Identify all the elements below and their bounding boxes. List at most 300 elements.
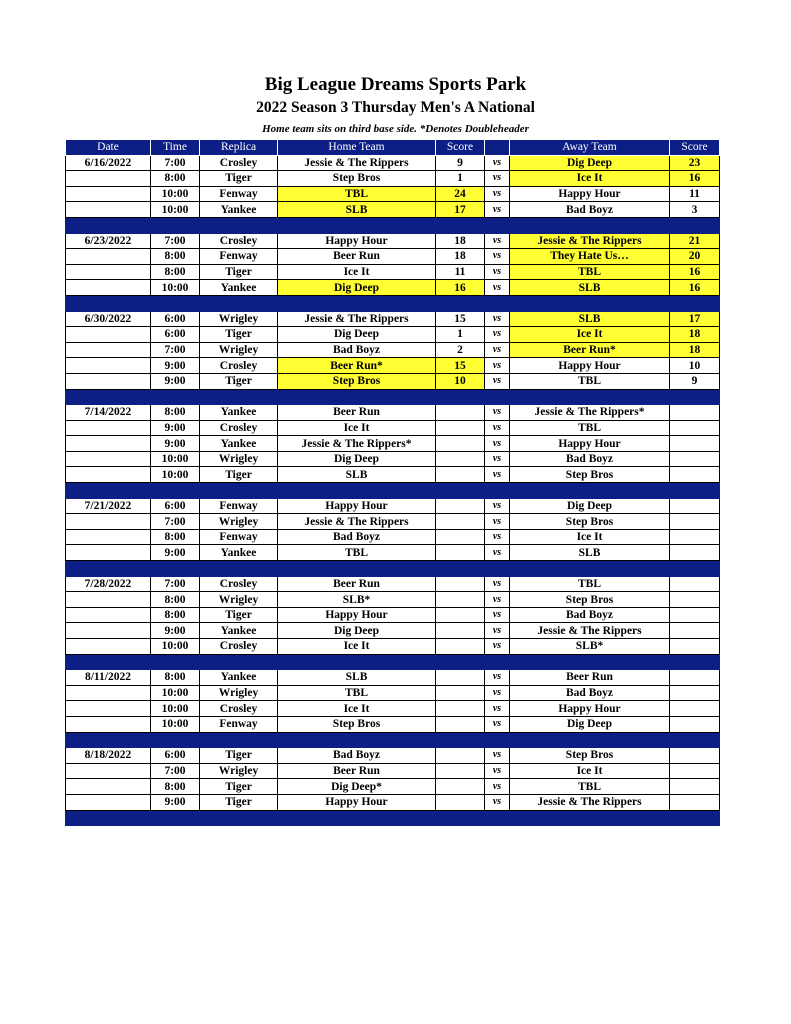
home-score-cell: 10 xyxy=(436,373,485,389)
separator-cell xyxy=(66,561,151,577)
away-team-cell: TBL xyxy=(510,420,670,436)
away-score-cell: 11 xyxy=(670,186,720,202)
date-cell xyxy=(66,358,151,374)
away-team-cell: Jessie & The Rippers xyxy=(510,233,670,249)
vs-cell: vs xyxy=(485,420,510,436)
separator-cell xyxy=(510,561,670,577)
home-team-cell: Happy Hour xyxy=(278,498,436,514)
separator-cell xyxy=(485,561,510,577)
home-score-cell: 2 xyxy=(436,342,485,358)
away-team-cell: Ice It xyxy=(510,171,670,187)
away-score-cell xyxy=(670,576,720,592)
away-team-cell: SLB xyxy=(510,311,670,327)
home-score-cell: 15 xyxy=(436,311,485,327)
date-cell xyxy=(66,171,151,187)
vs-cell: vs xyxy=(485,685,510,701)
col-home-score: Score xyxy=(436,140,485,156)
date-cell xyxy=(66,451,151,467)
table-row xyxy=(66,794,720,810)
separator-cell xyxy=(670,483,720,499)
separator-cell xyxy=(510,217,670,233)
away-team-cell: Dig Deep xyxy=(510,155,670,171)
home-team-cell: Happy Hour xyxy=(278,794,436,810)
replica-cell: Tiger xyxy=(200,794,278,810)
away-team-cell: Step Bros xyxy=(510,467,670,483)
vs-cell: vs xyxy=(485,607,510,623)
date-cell xyxy=(66,280,151,296)
table-row xyxy=(66,685,720,701)
table-row xyxy=(66,623,720,639)
time-cell: 8:00 xyxy=(151,592,200,608)
separator-cell xyxy=(670,561,720,577)
home-team-cell: Dig Deep* xyxy=(278,779,436,795)
table-row xyxy=(66,670,720,686)
home-team-cell: TBL xyxy=(278,545,436,561)
away-team-cell: Happy Hour xyxy=(510,701,670,717)
home-score-cell xyxy=(436,451,485,467)
away-team-cell: Beer Run* xyxy=(510,342,670,358)
week-separator xyxy=(66,732,720,748)
time-cell: 7:00 xyxy=(151,514,200,530)
home-team-cell: Bad Boyz xyxy=(278,748,436,764)
replica-cell: Wrigley xyxy=(200,311,278,327)
vs-cell: vs xyxy=(485,529,510,545)
away-score-cell xyxy=(670,451,720,467)
vs-cell: vs xyxy=(485,155,510,171)
home-team-cell: Jessie & The Rippers xyxy=(278,155,436,171)
table-row xyxy=(66,545,720,561)
time-cell: 9:00 xyxy=(151,436,200,452)
away-team-cell: Beer Run xyxy=(510,670,670,686)
separator-cell xyxy=(200,654,278,670)
table-row xyxy=(66,342,720,358)
vs-cell: vs xyxy=(485,716,510,732)
table-row xyxy=(66,420,720,436)
separator-cell xyxy=(200,561,278,577)
home-team-cell: Dig Deep xyxy=(278,327,436,343)
table-row xyxy=(66,202,720,218)
away-score-cell: 21 xyxy=(670,233,720,249)
vs-cell: vs xyxy=(485,779,510,795)
home-team-cell: Bad Boyz xyxy=(278,342,436,358)
time-cell: 9:00 xyxy=(151,545,200,561)
home-team-cell: Ice It xyxy=(278,639,436,655)
replica-cell: Crosley xyxy=(200,155,278,171)
replica-cell: Crosley xyxy=(200,576,278,592)
table-row xyxy=(66,592,720,608)
separator-cell xyxy=(670,732,720,748)
replica-cell: Fenway xyxy=(200,186,278,202)
away-score-cell: 16 xyxy=(670,280,720,296)
away-team-cell: Jessie & The Rippers xyxy=(510,794,670,810)
replica-cell: Wrigley xyxy=(200,451,278,467)
home-score-cell: 24 xyxy=(436,186,485,202)
date-cell xyxy=(66,264,151,280)
vs-cell: vs xyxy=(485,514,510,530)
time-cell: 7:00 xyxy=(151,576,200,592)
date-cell xyxy=(66,186,151,202)
date-cell xyxy=(66,420,151,436)
away-score-cell xyxy=(670,592,720,608)
vs-cell: vs xyxy=(485,451,510,467)
date-cell xyxy=(66,327,151,343)
separator-cell xyxy=(151,389,200,405)
separator-cell xyxy=(485,483,510,499)
home-score-cell xyxy=(436,467,485,483)
away-team-cell: Step Bros xyxy=(510,514,670,530)
away-score-cell: 18 xyxy=(670,342,720,358)
home-team-cell: Beer Run xyxy=(278,405,436,421)
time-cell: 7:00 xyxy=(151,155,200,171)
home-team-cell: SLB xyxy=(278,670,436,686)
date-cell: 8/18/2022 xyxy=(66,748,151,764)
home-score-cell xyxy=(436,748,485,764)
replica-cell: Crosley xyxy=(200,233,278,249)
date-cell xyxy=(66,607,151,623)
replica-cell: Yankee xyxy=(200,545,278,561)
home-score-cell: 18 xyxy=(436,233,485,249)
away-team-cell: Ice It xyxy=(510,529,670,545)
table-row xyxy=(66,763,720,779)
table-row xyxy=(66,451,720,467)
date-cell xyxy=(66,639,151,655)
away-team-cell: TBL xyxy=(510,264,670,280)
home-score-cell xyxy=(436,701,485,717)
home-score-cell: 17 xyxy=(436,202,485,218)
away-score-cell xyxy=(670,685,720,701)
time-cell: 7:00 xyxy=(151,233,200,249)
vs-cell: vs xyxy=(485,701,510,717)
separator-cell xyxy=(278,295,436,311)
time-cell: 6:00 xyxy=(151,748,200,764)
away-score-cell xyxy=(670,763,720,779)
vs-cell: vs xyxy=(485,264,510,280)
away-team-cell: Happy Hour xyxy=(510,186,670,202)
separator-cell xyxy=(151,561,200,577)
vs-cell: vs xyxy=(485,498,510,514)
replica-cell: Tiger xyxy=(200,327,278,343)
page-title: Big League Dreams Sports Park xyxy=(264,74,527,95)
vs-cell: vs xyxy=(485,249,510,265)
vs-cell: vs xyxy=(485,171,510,187)
separator-cell xyxy=(485,810,510,826)
vs-cell: vs xyxy=(485,467,510,483)
home-team-cell: Dig Deep xyxy=(278,623,436,639)
away-score-cell xyxy=(670,405,720,421)
home-team-cell: Jessie & The Rippers xyxy=(278,311,436,327)
separator-cell xyxy=(151,483,200,499)
separator-cell xyxy=(436,654,485,670)
date-cell xyxy=(66,514,151,530)
home-team-cell: Step Bros xyxy=(278,171,436,187)
table-row xyxy=(66,576,720,592)
home-score-cell xyxy=(436,607,485,623)
time-cell: 9:00 xyxy=(151,623,200,639)
separator-cell xyxy=(278,732,436,748)
vs-cell: vs xyxy=(485,373,510,389)
replica-cell: Tiger xyxy=(200,607,278,623)
table-row xyxy=(66,249,720,265)
replica-cell: Tiger xyxy=(200,467,278,483)
away-team-cell: Bad Boyz xyxy=(510,685,670,701)
home-score-cell xyxy=(436,623,485,639)
date-cell xyxy=(66,249,151,265)
week-separator xyxy=(66,654,720,670)
time-cell: 9:00 xyxy=(151,794,200,810)
separator-cell xyxy=(436,483,485,499)
away-score-cell xyxy=(670,794,720,810)
header-row xyxy=(66,140,720,156)
week-separator xyxy=(66,217,720,233)
separator-cell xyxy=(66,810,151,826)
time-cell: 7:00 xyxy=(151,342,200,358)
separator-cell xyxy=(278,654,436,670)
col-replica: Replica xyxy=(200,140,278,156)
separator-cell xyxy=(66,217,151,233)
separator-cell xyxy=(510,295,670,311)
date-cell xyxy=(66,701,151,717)
separator-cell xyxy=(66,295,151,311)
separator-cell xyxy=(510,810,670,826)
home-team-cell: Step Bros xyxy=(278,716,436,732)
separator-cell xyxy=(200,483,278,499)
replica-cell: Crosley xyxy=(200,420,278,436)
week-separator xyxy=(66,810,720,826)
separator-cell xyxy=(66,654,151,670)
date-cell: 6/30/2022 xyxy=(66,311,151,327)
home-team-cell: Jessie & The Rippers xyxy=(278,514,436,530)
home-team-cell: Ice It xyxy=(278,264,436,280)
vs-cell: vs xyxy=(485,623,510,639)
vs-cell: vs xyxy=(485,592,510,608)
replica-cell: Wrigley xyxy=(200,685,278,701)
home-score-cell: 16 xyxy=(436,280,485,296)
table-row xyxy=(66,155,720,171)
separator-cell xyxy=(485,389,510,405)
table-row xyxy=(66,264,720,280)
home-score-cell xyxy=(436,405,485,421)
home-score-cell xyxy=(436,592,485,608)
away-score-cell: 16 xyxy=(670,171,720,187)
week-separator xyxy=(66,561,720,577)
home-team-cell: TBL xyxy=(278,685,436,701)
replica-cell: Fenway xyxy=(200,529,278,545)
separator-cell xyxy=(485,295,510,311)
home-score-cell xyxy=(436,436,485,452)
vs-cell: vs xyxy=(485,576,510,592)
away-score-cell xyxy=(670,607,720,623)
separator-cell xyxy=(278,810,436,826)
date-cell xyxy=(66,592,151,608)
home-team-cell: SLB xyxy=(278,202,436,218)
col-away-team: Away Team xyxy=(510,140,670,156)
week-separator xyxy=(66,295,720,311)
time-cell: 10:00 xyxy=(151,467,200,483)
home-team-cell: Happy Hour xyxy=(278,233,436,249)
table-row xyxy=(66,233,720,249)
schedule-note: Home team sits on third base side. *Denotes Doubleheader xyxy=(262,123,529,135)
replica-cell: Yankee xyxy=(200,436,278,452)
time-cell: 8:00 xyxy=(151,779,200,795)
separator-cell xyxy=(151,217,200,233)
away-score-cell: 18 xyxy=(670,327,720,343)
home-score-cell xyxy=(436,779,485,795)
date-cell xyxy=(66,373,151,389)
replica-cell: Wrigley xyxy=(200,514,278,530)
separator-cell xyxy=(278,389,436,405)
separator-cell xyxy=(510,389,670,405)
away-team-cell: TBL xyxy=(510,373,670,389)
time-cell: 9:00 xyxy=(151,358,200,374)
separator-cell xyxy=(436,561,485,577)
separator-cell xyxy=(510,654,670,670)
home-team-cell: Dig Deep xyxy=(278,280,436,296)
date-cell: 7/28/2022 xyxy=(66,576,151,592)
date-cell: 8/11/2022 xyxy=(66,670,151,686)
home-score-cell xyxy=(436,670,485,686)
away-score-cell xyxy=(670,467,720,483)
replica-cell: Crosley xyxy=(200,639,278,655)
vs-cell: vs xyxy=(485,280,510,296)
home-score-cell xyxy=(436,545,485,561)
replica-cell: Crosley xyxy=(200,701,278,717)
replica-cell: Tiger xyxy=(200,373,278,389)
time-cell: 8:00 xyxy=(151,405,200,421)
date-cell xyxy=(66,623,151,639)
home-score-cell xyxy=(436,763,485,779)
separator-cell xyxy=(66,389,151,405)
date-cell xyxy=(66,763,151,779)
away-score-cell xyxy=(670,716,720,732)
week-separator xyxy=(66,483,720,499)
schedule-body xyxy=(66,155,720,826)
time-cell: 8:00 xyxy=(151,670,200,686)
separator-cell xyxy=(436,217,485,233)
separator-cell xyxy=(200,217,278,233)
replica-cell: Tiger xyxy=(200,171,278,187)
away-score-cell xyxy=(670,670,720,686)
separator-cell xyxy=(485,654,510,670)
away-score-cell xyxy=(670,779,720,795)
home-score-cell xyxy=(436,529,485,545)
home-score-cell xyxy=(436,716,485,732)
away-score-cell: 9 xyxy=(670,373,720,389)
separator-cell xyxy=(485,217,510,233)
vs-cell: vs xyxy=(485,763,510,779)
table-row xyxy=(66,514,720,530)
table-row xyxy=(66,186,720,202)
time-cell: 8:00 xyxy=(151,171,200,187)
replica-cell: Wrigley xyxy=(200,342,278,358)
time-cell: 10:00 xyxy=(151,451,200,467)
table-row xyxy=(66,701,720,717)
away-score-cell: 23 xyxy=(670,155,720,171)
home-team-cell: SLB xyxy=(278,467,436,483)
home-score-cell: 1 xyxy=(436,327,485,343)
table-row xyxy=(66,607,720,623)
vs-cell: vs xyxy=(485,186,510,202)
home-team-cell: Beer Run xyxy=(278,763,436,779)
table-row xyxy=(66,639,720,655)
table-row xyxy=(66,436,720,452)
table-row xyxy=(66,171,720,187)
replica-cell: Wrigley xyxy=(200,592,278,608)
time-cell: 10:00 xyxy=(151,639,200,655)
separator-cell xyxy=(436,732,485,748)
away-score-cell xyxy=(670,748,720,764)
date-cell xyxy=(66,779,151,795)
separator-cell xyxy=(436,810,485,826)
separator-cell xyxy=(670,295,720,311)
away-score-cell: 17 xyxy=(670,311,720,327)
away-team-cell: SLB* xyxy=(510,639,670,655)
time-cell: 8:00 xyxy=(151,249,200,265)
home-score-cell xyxy=(436,794,485,810)
away-team-cell: SLB xyxy=(510,545,670,561)
home-score-cell xyxy=(436,498,485,514)
away-team-cell: Bad Boyz xyxy=(510,607,670,623)
home-score-cell: 1 xyxy=(436,171,485,187)
time-cell: 8:00 xyxy=(151,607,200,623)
separator-cell xyxy=(151,732,200,748)
time-cell: 6:00 xyxy=(151,498,200,514)
time-cell: 7:00 xyxy=(151,763,200,779)
vs-cell: vs xyxy=(485,327,510,343)
away-team-cell: Ice It xyxy=(510,763,670,779)
replica-cell: Tiger xyxy=(200,748,278,764)
replica-cell: Yankee xyxy=(200,405,278,421)
date-cell: 7/21/2022 xyxy=(66,498,151,514)
separator-cell xyxy=(151,295,200,311)
time-cell: 10:00 xyxy=(151,685,200,701)
replica-cell: Yankee xyxy=(200,202,278,218)
date-cell: 6/16/2022 xyxy=(66,155,151,171)
home-team-cell: Dig Deep xyxy=(278,451,436,467)
away-score-cell: 16 xyxy=(670,264,720,280)
separator-cell xyxy=(151,810,200,826)
replica-cell: Yankee xyxy=(200,280,278,296)
schedule-table xyxy=(65,139,720,826)
away-score-cell xyxy=(670,529,720,545)
col-away-score: Score xyxy=(670,140,720,156)
vs-cell: vs xyxy=(485,436,510,452)
date-cell xyxy=(66,716,151,732)
home-score-cell xyxy=(436,514,485,530)
separator-cell xyxy=(151,654,200,670)
vs-cell: vs xyxy=(485,639,510,655)
vs-cell: vs xyxy=(485,311,510,327)
home-team-cell: Ice It xyxy=(278,420,436,436)
date-cell xyxy=(66,467,151,483)
vs-cell: vs xyxy=(485,405,510,421)
time-cell: 9:00 xyxy=(151,420,200,436)
replica-cell: Yankee xyxy=(200,670,278,686)
away-team-cell: SLB xyxy=(510,280,670,296)
table-row xyxy=(66,529,720,545)
home-score-cell xyxy=(436,420,485,436)
away-team-cell: Ice It xyxy=(510,327,670,343)
page-subtitle: 2022 Season 3 Thursday Men's A National xyxy=(256,99,535,116)
vs-cell: vs xyxy=(485,748,510,764)
home-score-cell xyxy=(436,576,485,592)
home-team-cell: Beer Run xyxy=(278,249,436,265)
away-score-cell xyxy=(670,514,720,530)
away-score-cell: 3 xyxy=(670,202,720,218)
vs-cell: vs xyxy=(485,342,510,358)
separator-cell xyxy=(485,732,510,748)
separator-cell xyxy=(200,389,278,405)
separator-cell xyxy=(278,561,436,577)
